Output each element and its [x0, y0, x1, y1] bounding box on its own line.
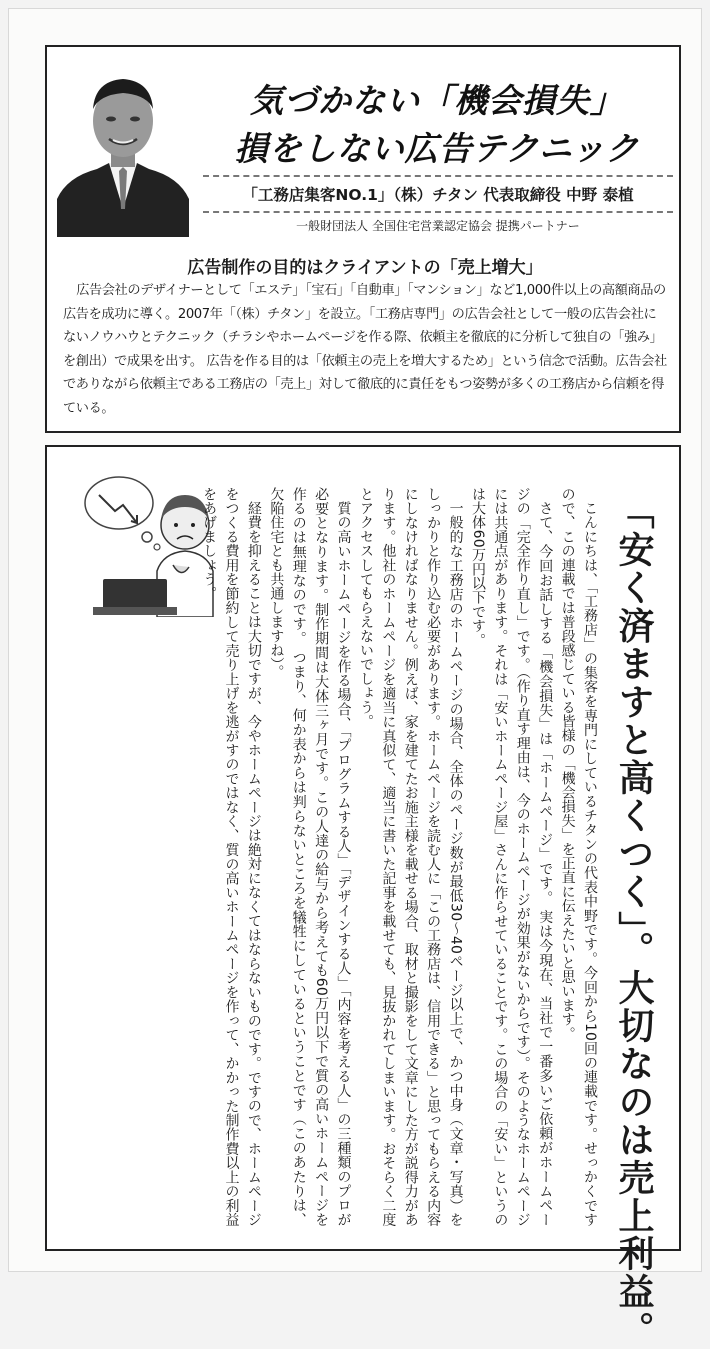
article-paragraph: 一般的な工務店のホームページの場合、全体のページ数が最低30〜40ページ以上で、かつ中身（文章・写真）をしっかりと作り込む必要があります。ホームページを読む人に「この工務店は、信用できる」と思ってもらえる内容にしなければなりません。例えば、家を建てたお施主様を載せる場合、取材と撮影をして文章にした方が説得力があります。他社のホームページを適当に真似て、適当に書いた記事を載せても、見抜かれてしまいます。おそらく二度とアクセスしてもらえないでしょう。 — [357, 487, 464, 1227]
article-paragraph: 質の高いホームページを作る場合、「プログラムする人」「デザインする人」「内容を考える人」の三種類のプロが必要となります。制作期間は大体三ヶ月です。この人達の給与から考えても60万円以下で質の高いホームページを作るのは無理なのです。 つまり、何か表からは判らないところを犠牲にしているということです（このあたりは、欠陥住宅とも共通しますね）。 — [268, 487, 352, 1227]
dashed-divider — [203, 175, 673, 177]
article-paragraph: こんにちは、「工務店」の集客を専門にしているチタンの代表中野です。今回から10回の連載です。せっかくですので、この連載では普段感じている皆様の「機会損失」を正直に伝えたいと思います。 — [559, 487, 598, 1227]
newspaper-page — [8, 8, 702, 1349]
intro-body — [63, 279, 667, 420]
headline-line-1: 気づかない「機会損失」 — [250, 81, 624, 120]
author-profile-box — [45, 45, 681, 433]
intro-paragraph: 広告会社のデザイナーとして「エステ」「宝石」「自動車」「マンション」など1,000件以上の高額商品の広告を成功に導く。2007年「（株）チタン」を設立。「工務店専門」の広告会社として一般の広告会社にないノウハウとテクニック（チラシやホームページを作る際、依頼主を徹底的に分析して独自の「強み」を創出）で成果を出す。 広告を作る目的は「依頼主の売上を増大するため」という信念で活動。広告会社でありながら依頼主である工務店の「売上」対して徹底的に責任をもつ姿勢が多くの工務店から信頼を得ている。 — [63, 283, 667, 416]
article-title: 「安く済ますと高くつく」。大切なのは売上利益。 — [613, 493, 654, 1349]
article-paragraph: 経費を抑えることは大切ですが、今やホームページは絶対になくてはならないものです。ですので、ホームページをつくる費用を節約して売り上げを逃がすのではなく、質の高いホームページを作って、かかった制作費以上の利益をあげましょう。 — [201, 487, 262, 1227]
dashed-divider — [203, 211, 673, 213]
intro-title: 広告制作の目的はクライアントの「売上増大」 — [187, 258, 543, 278]
association-line: 一般財団法人 全国住宅営業認定協会 提携パートナー — [296, 219, 580, 233]
person-portrait-icon — [57, 59, 189, 237]
headline-line-2: 損をしない広告テクニック — [234, 129, 640, 168]
author-line: 「工務店集客NO.1」（株）チタン 代表取締役 中野 泰植 — [242, 186, 634, 204]
article-paragraph: さて、今回お話しする「機会損失」は「ホームページ」です。 実は今現在、当社で一番多いご依頼がホームページの「完全作り直し」です。（作り直す理由は、今のホームページが効果がないからです）。そのようなホームページには共通点があります。それは「安いホームページ屋」さんに作らせていることです。この場合の「安い」というのは大体60万円以下です。 — [469, 487, 554, 1227]
article-box — [45, 445, 681, 1349]
article-body — [61, 487, 601, 1227]
